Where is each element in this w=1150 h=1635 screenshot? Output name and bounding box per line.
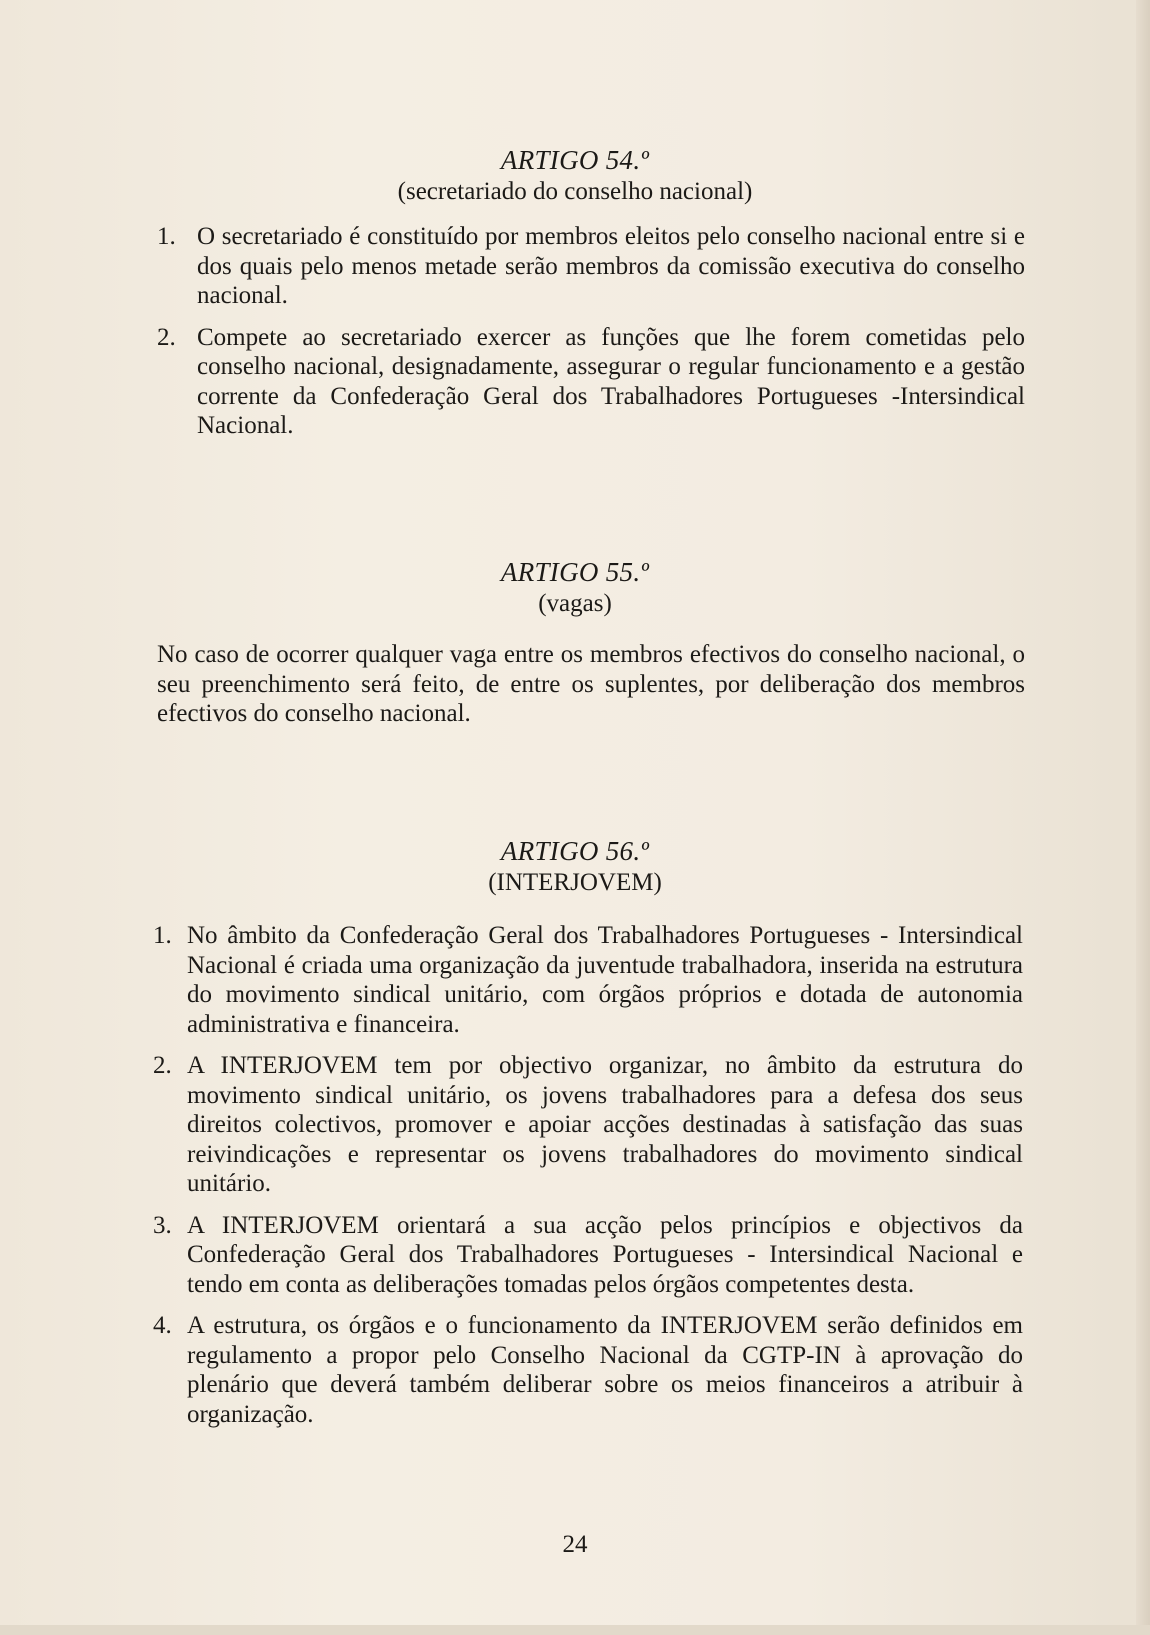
article-56-title: ARTIGO 56.º (500, 836, 650, 866)
article-55-title: ARTIGO 55.º (500, 557, 650, 587)
article-55 (0, 556, 1150, 729)
item-number: 2. (153, 1052, 172, 1079)
item-number: 4. (153, 1312, 172, 1339)
item-number: 1. (153, 922, 172, 949)
article-56-subtitle: (INTERJOVEM) (488, 869, 662, 896)
item-text: A INTERJOVEM tem por objectivo organizar, no âmbito da estrutura do movimento sindical unitário, os jovens trabalhadores para a defesa dos seus direitos colectivos, promover e apoiar acções destinadas à satisfação das suas reivindicações e representar os jovens trabalhadores do movimento sindical unitário. (187, 1052, 1023, 1197)
item-text: O secretariado é constituído por membros eleitos pelo conselho nacional entre si e dos quais pelo menos metade serão membros da comissão executiva do conselho nacional. (197, 223, 1025, 309)
article-56-item-4 (153, 1311, 1023, 1429)
article-54-item-2 (157, 323, 1025, 441)
item-number: 2. (157, 323, 176, 351)
article-56-item-2 (153, 1051, 1023, 1199)
item-text: Compete ao secretariado exercer as funções que lhe forem cometidas pelo conselho nacional, designadamente, assegurar o regular funcionamento e a gestão corrente da Confederação Geral dos Trabalhadores Portugueses -Intersindical Nacional. (197, 323, 1025, 439)
article-55-text: No caso de ocorrer qualquer vaga entre os membros efectivos do conselho nacional, o seu preenchimento será feito, de entre os suplentes, por deliberação dos membros efectivos do conselho nacional. (157, 641, 1025, 727)
article-54 (0, 144, 1150, 453)
item-text: No âmbito da Confederação Geral dos Trabalhadores Portugueses - Intersindical Nacional é criada uma organização da juventude trabalhadora, inserida na estrutura do movimento sindical unitário, com órgãos próprios e dotada de autonomia administrativa e financeira. (187, 922, 1023, 1038)
page-bottom-edge (0, 1625, 1150, 1635)
article-56 (0, 835, 1150, 1441)
article-54-subtitle: (secretariado do conselho nacional) (397, 178, 753, 205)
article-54-item-1 (157, 222, 1025, 311)
item-text: A estrutura, os órgãos e o funcionamento da INTERJOVEM serão definidos em regulamento a propor pelo Conselho Nacional da CGTP-IN à aprovação do plenário que deverá também deliberar sobre os meios financeiros a atribuir à organização. (187, 1312, 1023, 1428)
article-55-subtitle: (vagas) (538, 590, 612, 617)
page-number: 24 (562, 1531, 588, 1558)
item-text: A INTERJOVEM orientará a sua acção pelos princípios e objectivos da Confederação Geral dos Trabalhadores Portugueses - Intersindical Nacional e tendo em conta as deliberações tomadas pelos órgãos competentes desta. (187, 1211, 1023, 1298)
item-number: 3. (153, 1211, 172, 1239)
item-number: 1. (157, 223, 176, 250)
article-56-item-3 (153, 1211, 1023, 1300)
article-54-title: ARTIGO 54.º (500, 145, 650, 175)
article-56-item-1 (153, 921, 1023, 1039)
